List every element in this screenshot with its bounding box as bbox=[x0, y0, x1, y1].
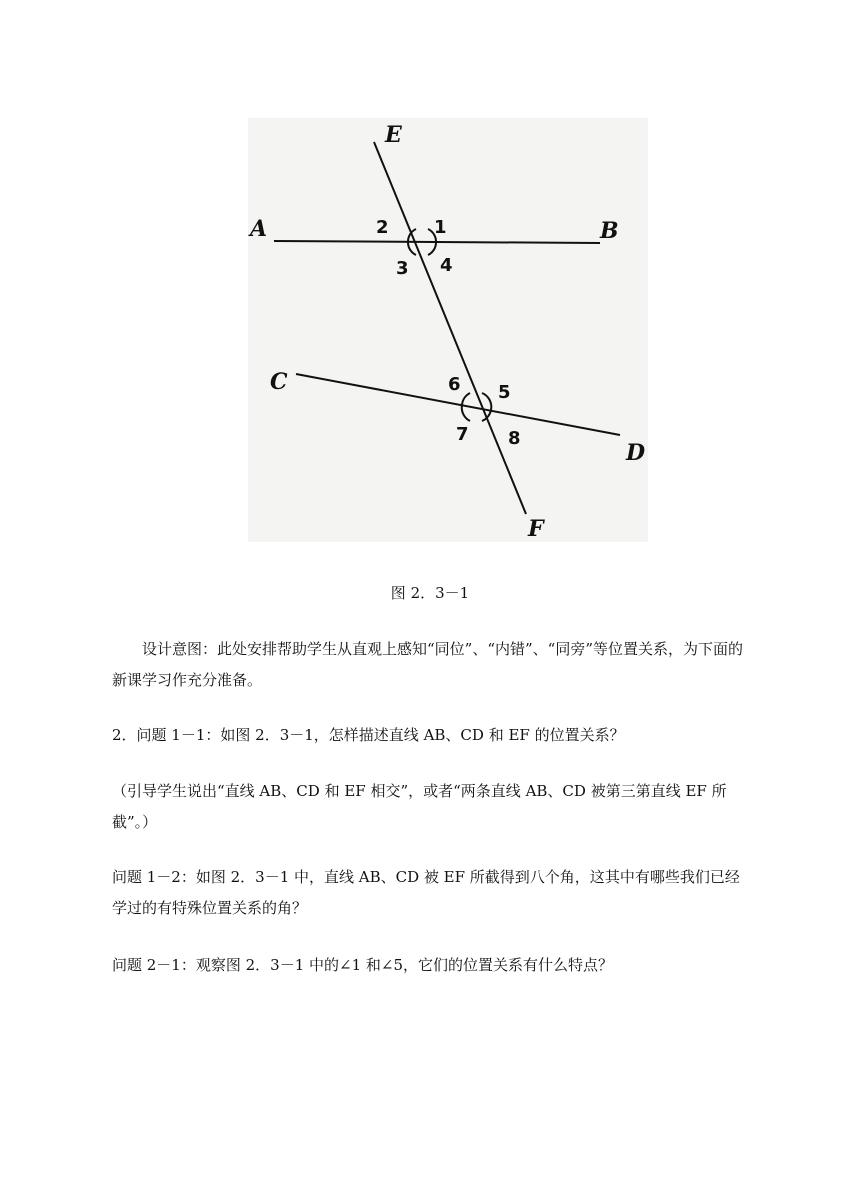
angle-label-6: 6 bbox=[448, 374, 461, 395]
point-label-b: B bbox=[600, 218, 619, 244]
figure-caption: 图 2．3－1 bbox=[390, 584, 470, 602]
angle-label-7: 7 bbox=[456, 424, 469, 445]
angle-label-1: 1 bbox=[434, 217, 447, 238]
question-1-1: 2．问题 1－1：如图 2．3－1，怎样描述直线 AB、CD 和 EF 的位置关系？ bbox=[112, 726, 625, 744]
geometry-figure bbox=[248, 118, 648, 542]
angle-label-4: 4 bbox=[440, 255, 453, 276]
point-label-d: D bbox=[626, 440, 646, 466]
angle-label-8: 8 bbox=[508, 428, 521, 449]
angle-label-3: 3 bbox=[396, 258, 409, 279]
point-label-f: F bbox=[528, 516, 544, 542]
point-label-e: E bbox=[385, 122, 402, 148]
point-label-c: C bbox=[270, 369, 288, 395]
transversal-diagram bbox=[248, 118, 648, 542]
guidance-note: （引导学生说出“直线 AB、CD 和 EF 相交”，或者“两条直线 AB、CD 被第三第直线 EF 所截”。） bbox=[112, 782, 727, 831]
point-label-a: A bbox=[250, 216, 268, 242]
design-intent-paragraph: 设计意图：此处安排帮助学生从直观上感知“同位”、“内错”、“同旁”等位置关系，为下面的新课学习作充分准备。 bbox=[112, 640, 744, 689]
line-ef bbox=[374, 142, 526, 514]
angle-label-5: 5 bbox=[498, 382, 511, 403]
question-2-1: 问题 2－1：观察图 2．3－1 中的∠1 和∠5，它们的位置关系有什么特点？ bbox=[112, 956, 614, 974]
angle-label-2: 2 bbox=[376, 217, 389, 238]
question-1-2: 问题 1－2：如图 2．3－1 中，直线 AB、CD 被 EF 所截得到八个角，这其中有哪些我们已经学过的有特殊位置关系的角？ bbox=[112, 868, 740, 917]
